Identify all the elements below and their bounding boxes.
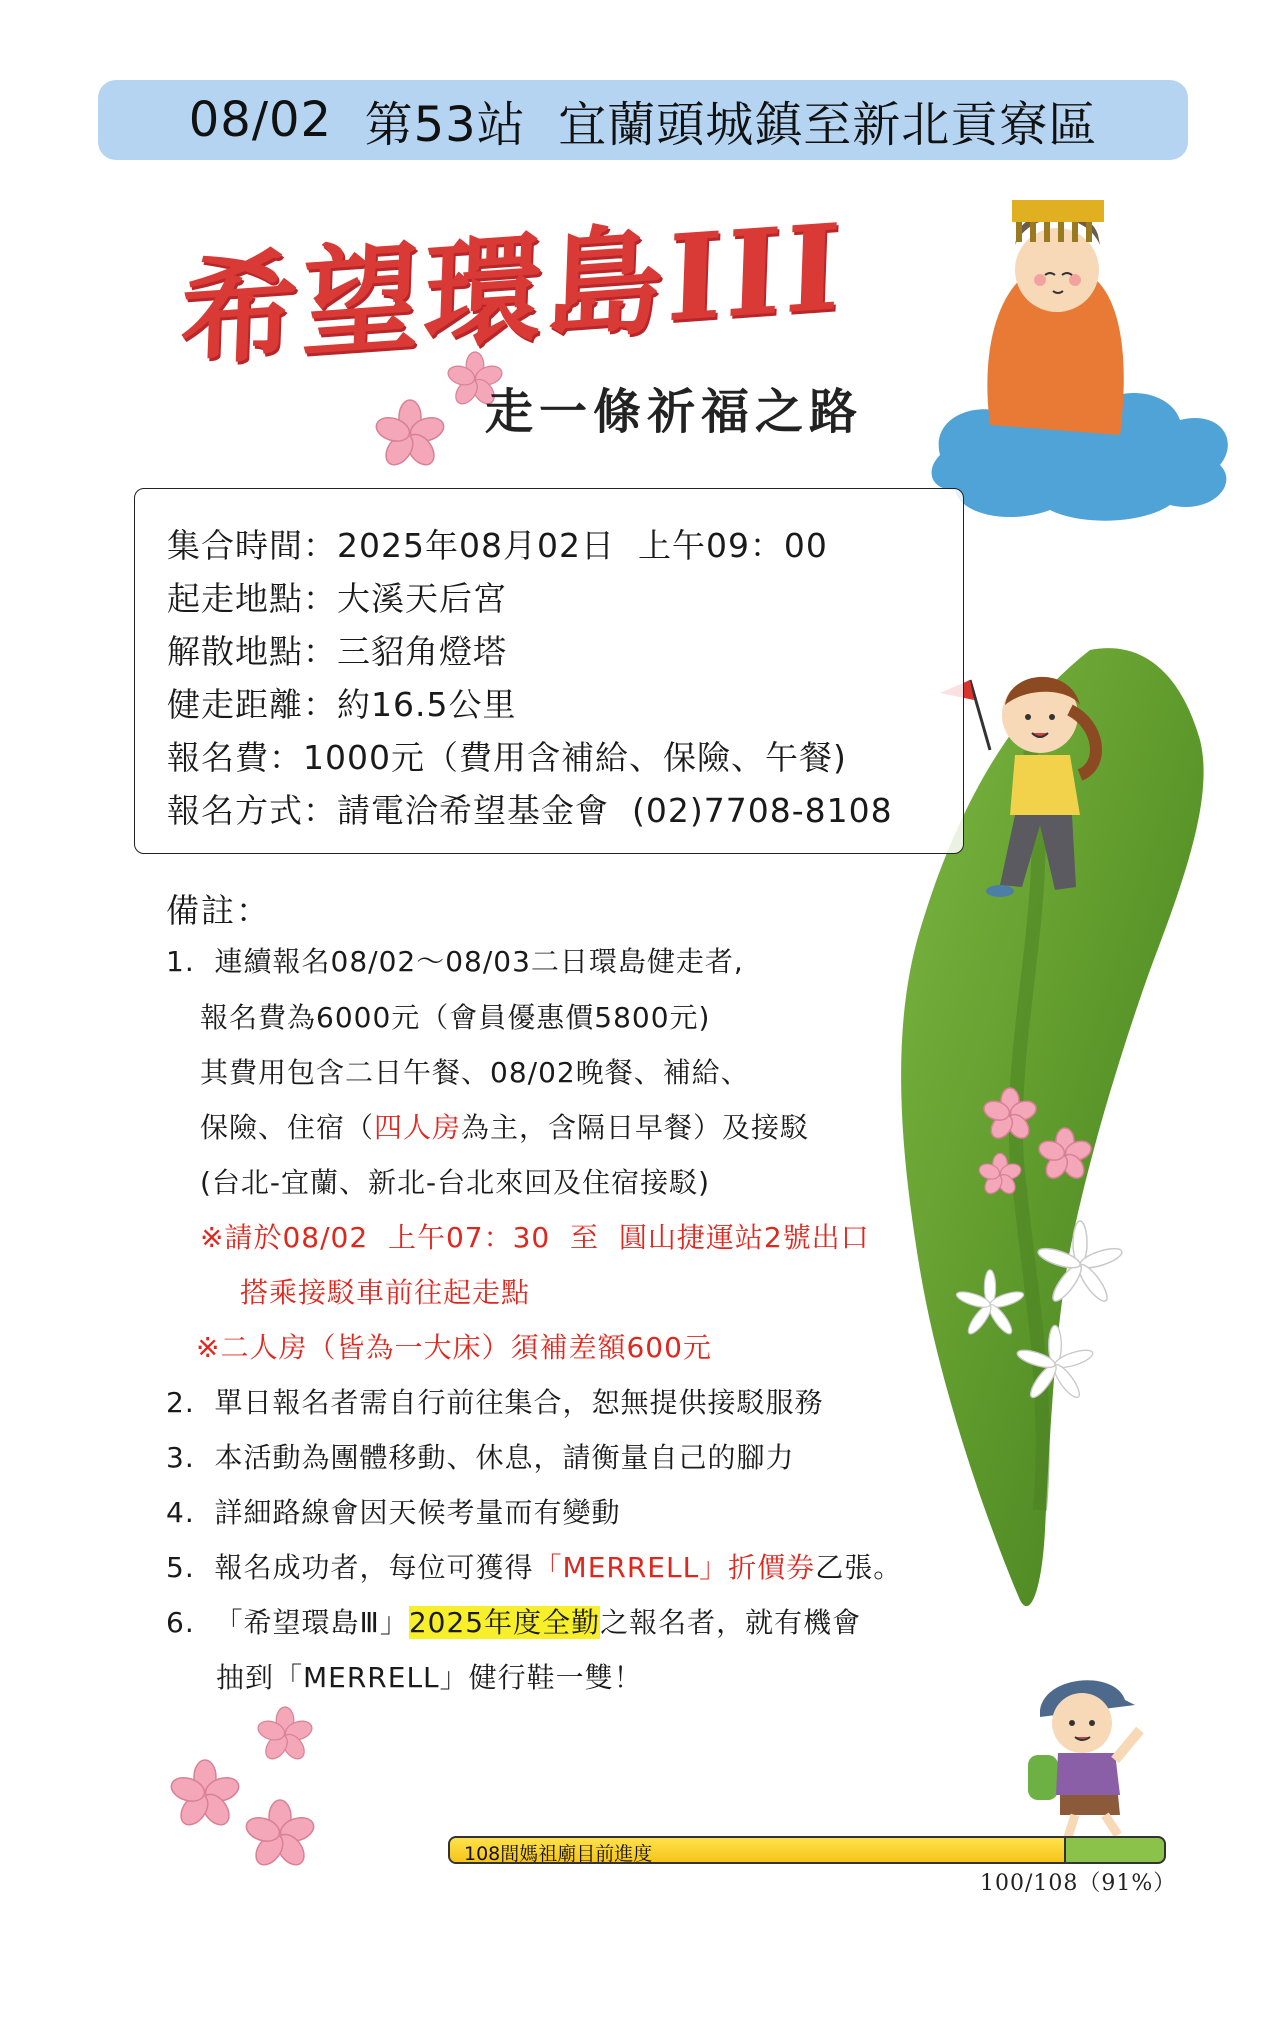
note-1-double-room-notice: ※二人房（皆為一大床）須補差額600元 [196,1331,712,1364]
flowers-on-island-decoration [960,1075,1160,1415]
note-5-text-a: 5. 報名成功者，每位可獲得 [166,1551,534,1584]
info-fee: 報名費：1000元（費用含補給、保險、午餐) [167,738,847,777]
pink-flowers-bottom-decoration [165,1705,345,1885]
boy-with-backpack-illustration [1020,1665,1180,1845]
event-info-box [134,488,964,854]
note-1-line-4 [200,1106,809,1146]
temple-progress-bar [448,1836,1166,1864]
notes-title: 備註： [166,891,271,930]
note-3: 3. 本活動為團體移動、休息，請衡量自己的腳力 [166,1441,795,1474]
info-registration-method: 報名方式：請電洽希望基金會 (02)7708-8108 [167,791,893,830]
note-6-text-b: 之報名者，就有機會 [600,1606,862,1639]
info-end-location: 解散地點：三貂角燈塔 [167,632,507,671]
note-6-line-2: 抽到「MERRELL」健行鞋一雙！ [216,1661,643,1694]
info-distance: 健走距離：約16.5公里 [167,685,517,724]
note-1-shuttle-notice: ※請於08/02 上午07：30 至 圓山捷運站2號出口 [200,1221,870,1254]
note-1-shuttle-notice-2: 搭乘接駁車前往起走點 [240,1276,531,1309]
info-start-location: 起走地點：大溪天后宮 [167,579,507,618]
header-bar [98,80,1188,160]
note-1-line-3: 其費用包含二日午餐、08/02晚餐、補給、 [200,1056,750,1089]
note-5 [166,1546,902,1586]
note-1-line-4-text-a: 保險、住宿（ [200,1111,375,1144]
note-1-line-4-text-b: 為主，含隔日早餐）及接駁 [461,1111,810,1144]
note-5-text-b: 乙張。 [815,1551,903,1584]
note-1-line-5: (台北-宜蘭、新北-台北來回及住宿接駁) [200,1166,711,1199]
mazu-figure-illustration [920,185,1240,525]
note-6 [166,1601,861,1641]
note-4: 4. 詳細路線會因天候考量而有變動 [166,1496,621,1529]
note-1-four-person-room: 四人房 [374,1111,462,1144]
progress-text: 100/108（91%） [980,1871,1177,1896]
header-stage: 第53站 [364,96,526,153]
main-title: 希望環島III [178,196,847,383]
notes-section [166,885,1026,942]
header-route: 宜蘭頭城鎮至新北貢寮區 [558,96,1098,153]
title-block [170,195,930,455]
header-date: 08/02 [188,92,333,148]
info-gathering-time: 集合時間：2025年08月02日 上午09：00 [167,526,828,565]
note-2: 2. 單日報名者需自行前往集合，恕無提供接駁服務 [166,1386,824,1419]
subtitle: 走一條祈福之路 [485,384,864,440]
progress-label: 108間媽祖廟目前進度 [464,1843,653,1864]
note-1-line-2: 報名費為6000元（會員優惠價5800元) [200,1001,711,1034]
note-1-line-1: 1. 連續報名08/02～08/03二日環島健走者, [166,945,744,978]
note-5-coupon: 「MERRELL」折價券 [533,1551,816,1584]
note-6-text-a: 6. 「希望環島Ⅲ」 [166,1606,409,1639]
note-6-highlight: 2025年度全勤 [408,1606,601,1639]
